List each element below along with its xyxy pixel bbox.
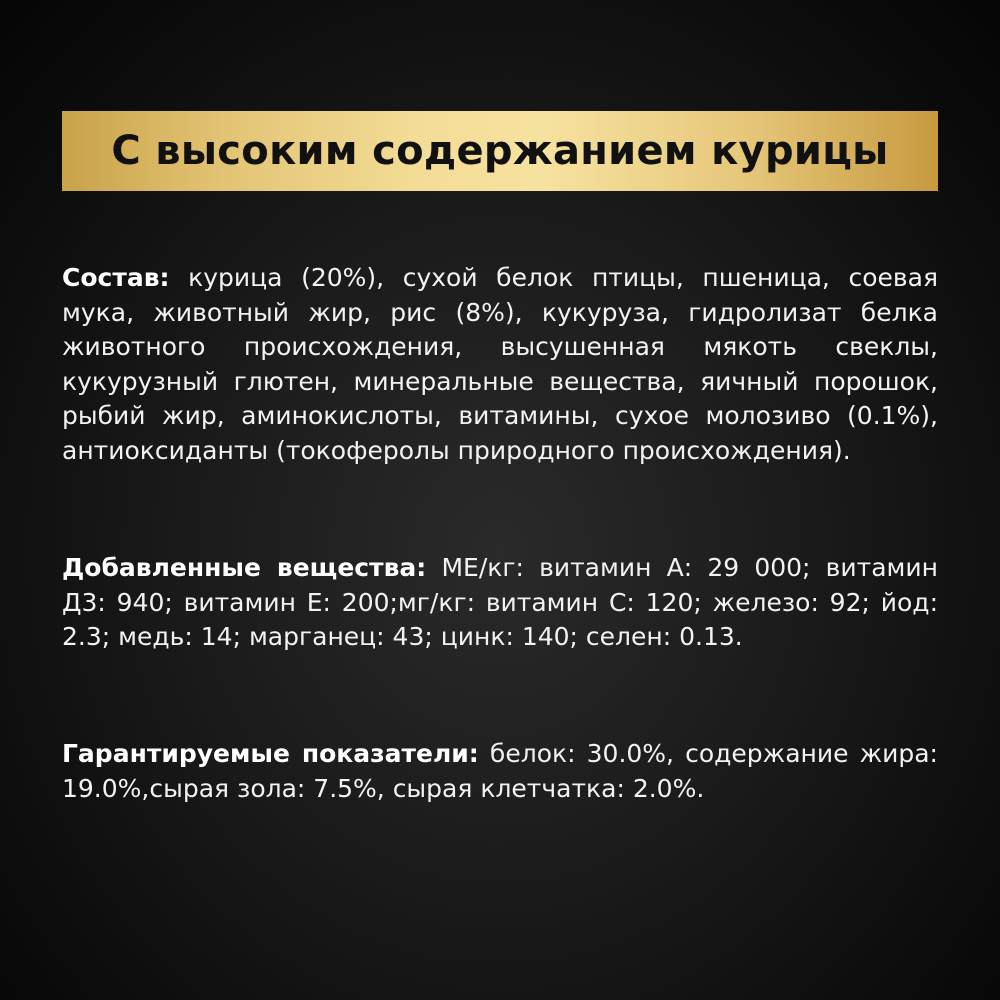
guaranteed-text: белок: 30.0%, содержание жира: 19.0%,сырая зола: 7.5%, сырая клетчатка: 2.0%. [62,739,938,803]
banner-title: С высоким содержанием курицы [111,128,889,174]
additives-text: МЕ/кг: витамин А: 29 000; витамин Д3: 940; витамин Е: 200;мг/кг: витамин С: 120; железо: 92; йод: 2.3; медь: 14; марганец: 43; цинк: 140; селен: 0.13. [62,553,938,651]
additives-label: Добавленные вещества: [62,553,427,582]
guaranteed-label: Гарантируемые показатели: [62,739,479,768]
guaranteed-section [62,737,938,806]
composition-label: Состав: [62,263,170,292]
composition-text: курица (20%), сухой белок птицы, пшеница, соевая мука, животный жир, рис (8%), кукуруза, гидролизат белка животного происхождения, высушенная мякоть свеклы, кукурузный глютен, минеральные вещества, яичный порошок, рыбий жир, аминокислоты, витамины, сухое молозиво (0.1%), антиоксиданты (токоферолы природного происхождения). [62,263,938,465]
composition-section [62,261,938,468]
title-banner [62,111,938,191]
additives-section [62,551,938,655]
